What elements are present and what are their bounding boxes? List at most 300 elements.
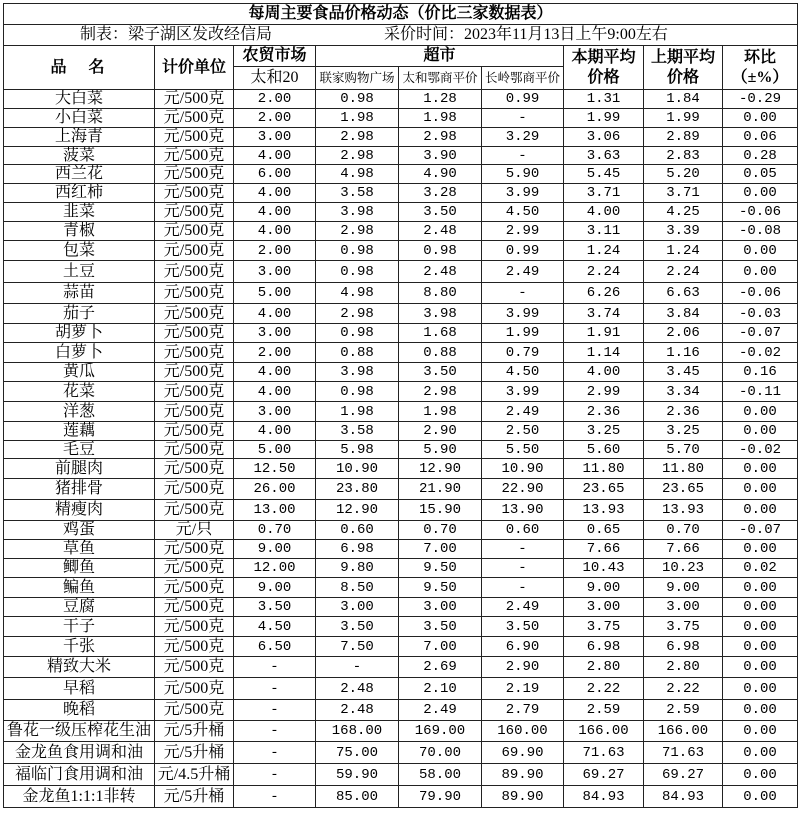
cell-changling-eshang: 2.99 (482, 222, 564, 241)
cell-taihe-eshang: 2.49 (399, 700, 482, 721)
cell-changling-eshang: 3.29 (482, 128, 564, 147)
cell-unit: 元/500克 (155, 147, 234, 165)
header-taihe20: 太和20 (234, 67, 316, 90)
cell-lianjia: 2.98 (316, 304, 399, 324)
table-row (4, 500, 798, 521)
cell-current-avg: 1.24 (564, 241, 644, 261)
cell-taihe-eshang: 2.48 (399, 261, 482, 283)
cell-change: 0.00 (723, 657, 798, 678)
cell-changling-eshang: 2.90 (482, 657, 564, 678)
price-table (3, 3, 798, 808)
cell-changling-eshang: - (482, 540, 564, 559)
cell-taihe-eshang: 58.00 (399, 764, 482, 786)
cell-taihe20: 4.00 (234, 363, 316, 382)
cell-taihe20: 3.00 (234, 402, 316, 422)
cell-changling-eshang: 2.49 (482, 598, 564, 617)
table-row (4, 578, 798, 598)
cell-change: 0.00 (723, 479, 798, 500)
cell-change: 0.00 (723, 261, 798, 283)
cell-taihe-eshang: 2.98 (399, 128, 482, 147)
cell-taihe-eshang: 15.90 (399, 500, 482, 521)
cell-taihe20: 4.00 (234, 382, 316, 402)
cell-current-avg: 71.63 (564, 742, 644, 764)
cell-taihe-eshang: 3.28 (399, 184, 482, 203)
cell-taihe-eshang: 1.98 (399, 402, 482, 422)
cell-current-avg: 2.22 (564, 678, 644, 700)
cell-item-name: 草鱼 (4, 540, 155, 559)
cell-previous-avg: 2.24 (644, 261, 723, 283)
cell-item-name: 晚稻 (4, 700, 155, 721)
cell-changling-eshang: 10.90 (482, 459, 564, 479)
cell-unit: 元/500克 (155, 109, 234, 128)
cell-unit: 元/500克 (155, 540, 234, 559)
cell-change: -0.07 (723, 324, 798, 343)
cell-current-avg: 5.45 (564, 165, 644, 184)
cell-item-name: 干子 (4, 617, 155, 637)
cell-lianjia: 0.98 (316, 382, 399, 402)
header-row-top (4, 46, 798, 67)
cell-changling-eshang: 5.50 (482, 441, 564, 459)
table-row (4, 165, 798, 184)
cell-lianjia: 6.98 (316, 540, 399, 559)
cell-taihe-eshang: 7.00 (399, 540, 482, 559)
cell-changling-eshang: 0.99 (482, 90, 564, 109)
cell-current-avg: 5.60 (564, 441, 644, 459)
cell-taihe-eshang: 1.28 (399, 90, 482, 109)
cell-taihe20: 2.00 (234, 90, 316, 109)
cell-changling-eshang: 2.49 (482, 261, 564, 283)
cell-lianjia: 59.90 (316, 764, 399, 786)
cell-changling-eshang: 5.90 (482, 165, 564, 184)
cell-change: 0.00 (723, 459, 798, 479)
cell-unit: 元/500克 (155, 343, 234, 363)
cell-taihe20: 3.50 (234, 598, 316, 617)
cell-current-avg: 3.74 (564, 304, 644, 324)
cell-unit: 元/500克 (155, 422, 234, 441)
cell-current-avg: 166.00 (564, 721, 644, 742)
cell-unit: 元/500克 (155, 441, 234, 459)
cell-taihe-eshang: 3.50 (399, 203, 482, 222)
cell-change: 0.00 (723, 109, 798, 128)
table-row (4, 764, 798, 786)
cell-previous-avg: 3.39 (644, 222, 723, 241)
cell-change: -0.06 (723, 203, 798, 222)
cell-item-name: 西红柿 (4, 184, 155, 203)
collection-time: 采价时间：2023年11月13日上午9:00左右 (384, 26, 668, 43)
table-row (4, 382, 798, 402)
cell-lianjia: 23.80 (316, 479, 399, 500)
cell-item-name: 韭菜 (4, 203, 155, 222)
cell-item-name: 金龙鱼食用调和油 (4, 742, 155, 764)
cell-lianjia: 2.48 (316, 678, 399, 700)
cell-taihe-eshang: 2.69 (399, 657, 482, 678)
cell-taihe20: 4.00 (234, 422, 316, 441)
cell-change: 0.00 (723, 721, 798, 742)
cell-unit: 元/只 (155, 521, 234, 540)
header-unit: 计价单位 (155, 46, 234, 90)
cell-previous-avg: 3.84 (644, 304, 723, 324)
cell-lianjia: 7.50 (316, 637, 399, 657)
cell-taihe20: 13.00 (234, 500, 316, 521)
cell-taihe20: 0.70 (234, 521, 316, 540)
cell-item-name: 菠菜 (4, 147, 155, 165)
cell-item-name: 西兰花 (4, 165, 155, 184)
cell-change: 0.05 (723, 165, 798, 184)
cell-change: 0.06 (723, 128, 798, 147)
table-row (4, 422, 798, 441)
cell-taihe-eshang: 3.00 (399, 598, 482, 617)
cell-item-name: 青椒 (4, 222, 155, 241)
maker-label: 制表：梁子湖区发改经信局 (80, 26, 273, 43)
table-row (4, 90, 798, 109)
cell-change: 0.00 (723, 764, 798, 786)
cell-lianjia: 0.98 (316, 324, 399, 343)
cell-taihe-eshang: 2.98 (399, 382, 482, 402)
table-row (4, 147, 798, 165)
cell-taihe20: 26.00 (234, 479, 316, 500)
table-row (4, 521, 798, 540)
cell-change: -0.07 (723, 521, 798, 540)
cell-changling-eshang: 2.79 (482, 700, 564, 721)
cell-changling-eshang: 2.19 (482, 678, 564, 700)
cell-current-avg: 3.71 (564, 184, 644, 203)
cell-current-avg: 6.26 (564, 283, 644, 304)
cell-changling-eshang: 2.49 (482, 402, 564, 422)
table-row (4, 402, 798, 422)
cell-taihe20: 5.00 (234, 283, 316, 304)
cell-current-avg: 69.27 (564, 764, 644, 786)
cell-unit: 元/500克 (155, 363, 234, 382)
cell-taihe20: 6.00 (234, 165, 316, 184)
cell-taihe20: 4.00 (234, 147, 316, 165)
cell-previous-avg: 3.25 (644, 422, 723, 441)
cell-previous-avg: 2.22 (644, 678, 723, 700)
cell-item-name: 黄瓜 (4, 363, 155, 382)
cell-unit: 元/500克 (155, 678, 234, 700)
info-wrap (4, 27, 797, 43)
cell-current-avg: 3.06 (564, 128, 644, 147)
cell-taihe20: - (234, 721, 316, 742)
cell-current-avg: 3.11 (564, 222, 644, 241)
cell-change: -0.02 (723, 441, 798, 459)
cell-change: 0.00 (723, 786, 798, 808)
cell-previous-avg: 1.99 (644, 109, 723, 128)
cell-item-name: 鲁花一级压榨花生油 (4, 721, 155, 742)
cell-current-avg: 13.93 (564, 500, 644, 521)
header-farmers-market: 农贸市场 (234, 46, 316, 67)
cell-item-name: 鸡蛋 (4, 521, 155, 540)
cell-taihe-eshang: 2.10 (399, 678, 482, 700)
cell-taihe-eshang: 21.90 (399, 479, 482, 500)
cell-lianjia: 0.60 (316, 521, 399, 540)
cell-item-name: 包菜 (4, 241, 155, 261)
cell-unit: 元/5升桶 (155, 786, 234, 808)
cell-item-name: 茄子 (4, 304, 155, 324)
cell-changling-eshang: 6.90 (482, 637, 564, 657)
cell-item-name: 上海青 (4, 128, 155, 147)
cell-taihe20: 12.50 (234, 459, 316, 479)
cell-current-avg: 4.00 (564, 203, 644, 222)
cell-previous-avg: 3.71 (644, 184, 723, 203)
table-row (4, 343, 798, 363)
cell-taihe20: 3.00 (234, 324, 316, 343)
table-row (4, 363, 798, 382)
cell-taihe20: 3.00 (234, 261, 316, 283)
cell-current-avg: 11.80 (564, 459, 644, 479)
table-row (4, 184, 798, 203)
cell-taihe20: 2.00 (234, 343, 316, 363)
cell-current-avg: 1.99 (564, 109, 644, 128)
cell-item-name: 金龙鱼1:1:1非转 (4, 786, 155, 808)
cell-changling-eshang: 3.99 (482, 304, 564, 324)
cell-lianjia: 75.00 (316, 742, 399, 764)
cell-taihe-eshang: 2.90 (399, 422, 482, 441)
cell-changling-eshang: 13.90 (482, 500, 564, 521)
cell-item-name: 小白菜 (4, 109, 155, 128)
cell-current-avg: 3.25 (564, 422, 644, 441)
cell-lianjia: 4.98 (316, 283, 399, 304)
cell-previous-avg: 1.16 (644, 343, 723, 363)
cell-taihe-eshang: 3.50 (399, 363, 482, 382)
cell-lianjia: 10.90 (316, 459, 399, 479)
cell-change: -0.06 (723, 283, 798, 304)
cell-lianjia: 1.98 (316, 402, 399, 422)
cell-previous-avg: 5.20 (644, 165, 723, 184)
cell-taihe20: 5.00 (234, 441, 316, 459)
cell-current-avg: 1.31 (564, 90, 644, 109)
cell-change: 0.00 (723, 598, 798, 617)
cell-lianjia: 3.00 (316, 598, 399, 617)
cell-current-avg: 3.63 (564, 147, 644, 165)
cell-previous-avg: 2.83 (644, 147, 723, 165)
cell-current-avg: 3.00 (564, 598, 644, 617)
cell-changling-eshang: 4.50 (482, 203, 564, 222)
cell-item-name: 莲藕 (4, 422, 155, 441)
cell-taihe-eshang: 79.90 (399, 786, 482, 808)
cell-current-avg: 2.99 (564, 382, 644, 402)
cell-unit: 元/500克 (155, 402, 234, 422)
table-row (4, 598, 798, 617)
cell-taihe-eshang: 1.68 (399, 324, 482, 343)
cell-changling-eshang: 3.50 (482, 617, 564, 637)
cell-unit: 元/500克 (155, 128, 234, 147)
cell-changling-eshang: 1.99 (482, 324, 564, 343)
cell-taihe20: 9.00 (234, 578, 316, 598)
cell-taihe20: 4.00 (234, 304, 316, 324)
table-row (4, 109, 798, 128)
cell-current-avg: 2.36 (564, 402, 644, 422)
cell-previous-avg: 2.80 (644, 657, 723, 678)
cell-change: 0.28 (723, 147, 798, 165)
cell-changling-eshang: - (482, 559, 564, 578)
cell-taihe-eshang: 1.98 (399, 109, 482, 128)
table-row (4, 459, 798, 479)
cell-change: -0.29 (723, 90, 798, 109)
table-row (4, 559, 798, 578)
cell-item-name: 福临门食用调和油 (4, 764, 155, 786)
cell-item-name: 鳊鱼 (4, 578, 155, 598)
header-lianjia: 联家购物广场 (316, 67, 399, 90)
cell-lianjia: 9.80 (316, 559, 399, 578)
cell-item-name: 花菜 (4, 382, 155, 402)
cell-change: 0.00 (723, 637, 798, 657)
table-row (4, 657, 798, 678)
cell-unit: 元/5升桶 (155, 721, 234, 742)
cell-unit: 元/500克 (155, 261, 234, 283)
cell-item-name: 洋葱 (4, 402, 155, 422)
cell-current-avg: 10.43 (564, 559, 644, 578)
cell-taihe20: 4.00 (234, 222, 316, 241)
cell-previous-avg: 71.63 (644, 742, 723, 764)
cell-changling-eshang: 4.50 (482, 363, 564, 382)
cell-changling-eshang: - (482, 147, 564, 165)
cell-change: 0.00 (723, 241, 798, 261)
table-row (4, 678, 798, 700)
cell-taihe-eshang: 4.90 (399, 165, 482, 184)
cell-unit: 元/500克 (155, 90, 234, 109)
cell-previous-avg: 1.24 (644, 241, 723, 261)
cell-lianjia: 8.50 (316, 578, 399, 598)
cell-previous-avg: 69.27 (644, 764, 723, 786)
cell-unit: 元/500克 (155, 657, 234, 678)
cell-item-name: 白萝卜 (4, 343, 155, 363)
cell-previous-avg: 2.89 (644, 128, 723, 147)
table-row (4, 128, 798, 147)
cell-current-avg: 2.24 (564, 261, 644, 283)
cell-item-name: 精瘦肉 (4, 500, 155, 521)
cell-item-name: 千张 (4, 637, 155, 657)
cell-changling-eshang: - (482, 109, 564, 128)
cell-change: 0.00 (723, 184, 798, 203)
cell-previous-avg: 2.36 (644, 402, 723, 422)
cell-change: 0.00 (723, 540, 798, 559)
cell-change: -0.11 (723, 382, 798, 402)
cell-taihe20: 6.50 (234, 637, 316, 657)
cell-taihe-eshang: 12.90 (399, 459, 482, 479)
cell-previous-avg: 13.93 (644, 500, 723, 521)
cell-change: 0.00 (723, 678, 798, 700)
cell-change: -0.03 (723, 304, 798, 324)
cell-change: 0.02 (723, 559, 798, 578)
header-item-name: 品 名 (4, 46, 155, 90)
cell-item-name: 豆腐 (4, 598, 155, 617)
cell-taihe-eshang: 7.00 (399, 637, 482, 657)
cell-taihe20: - (234, 678, 316, 700)
cell-taihe20: 2.00 (234, 109, 316, 128)
cell-unit: 元/500克 (155, 184, 234, 203)
cell-previous-avg: 1.84 (644, 90, 723, 109)
cell-current-avg: 2.80 (564, 657, 644, 678)
cell-unit: 元/500克 (155, 617, 234, 637)
cell-current-avg: 0.65 (564, 521, 644, 540)
cell-item-name: 早稻 (4, 678, 155, 700)
cell-previous-avg: 6.63 (644, 283, 723, 304)
cell-previous-avg: 3.00 (644, 598, 723, 617)
cell-change: -0.08 (723, 222, 798, 241)
cell-change: 0.00 (723, 617, 798, 637)
cell-lianjia: 0.98 (316, 241, 399, 261)
cell-taihe-eshang: 8.80 (399, 283, 482, 304)
table-row (4, 700, 798, 721)
cell-item-name: 大白菜 (4, 90, 155, 109)
cell-previous-avg: 84.93 (644, 786, 723, 808)
table-row (4, 441, 798, 459)
cell-taihe20: 2.00 (234, 241, 316, 261)
cell-unit: 元/500克 (155, 598, 234, 617)
header-previous-avg: 上期平均 价格 (644, 46, 723, 90)
cell-taihe20: 12.00 (234, 559, 316, 578)
cell-lianjia: 1.98 (316, 109, 399, 128)
table-row (4, 261, 798, 283)
cell-changling-eshang: 69.90 (482, 742, 564, 764)
cell-item-name: 前腿肉 (4, 459, 155, 479)
cell-change: 0.00 (723, 742, 798, 764)
cell-current-avg: 84.93 (564, 786, 644, 808)
table-row (4, 304, 798, 324)
cell-previous-avg: 3.75 (644, 617, 723, 637)
cell-changling-eshang: - (482, 578, 564, 598)
cell-taihe-eshang: 0.70 (399, 521, 482, 540)
header-changling-eshang: 长岭鄂商平价 (482, 67, 564, 90)
cell-changling-eshang: - (482, 283, 564, 304)
cell-previous-avg: 166.00 (644, 721, 723, 742)
header-change: 环比 （±%） (723, 46, 798, 90)
cell-changling-eshang: 89.90 (482, 786, 564, 808)
cell-lianjia: 85.00 (316, 786, 399, 808)
table-row (4, 222, 798, 241)
cell-changling-eshang: 160.00 (482, 721, 564, 742)
cell-previous-avg: 10.23 (644, 559, 723, 578)
cell-change: 0.00 (723, 700, 798, 721)
cell-taihe20: - (234, 742, 316, 764)
cell-current-avg: 6.98 (564, 637, 644, 657)
header-current-avg: 本期平均 价格 (564, 46, 644, 90)
cell-unit: 元/500克 (155, 324, 234, 343)
cell-lianjia: 168.00 (316, 721, 399, 742)
cell-previous-avg: 23.65 (644, 479, 723, 500)
cell-current-avg: 9.00 (564, 578, 644, 598)
cell-unit: 元/500克 (155, 203, 234, 222)
cell-taihe-eshang: 9.50 (399, 578, 482, 598)
cell-unit: 元/500克 (155, 700, 234, 721)
cell-item-name: 毛豆 (4, 441, 155, 459)
cell-taihe20: 9.00 (234, 540, 316, 559)
cell-unit: 元/500克 (155, 459, 234, 479)
cell-change: 0.00 (723, 500, 798, 521)
cell-current-avg: 1.91 (564, 324, 644, 343)
cell-unit: 元/500克 (155, 222, 234, 241)
table-row (4, 203, 798, 222)
cell-lianjia: 0.98 (316, 90, 399, 109)
cell-change: 0.00 (723, 422, 798, 441)
cell-taihe-eshang: 2.48 (399, 222, 482, 241)
cell-item-name: 猪排骨 (4, 479, 155, 500)
cell-unit: 元/5升桶 (155, 742, 234, 764)
table-row (4, 637, 798, 657)
cell-lianjia: 0.98 (316, 261, 399, 283)
table-row (4, 742, 798, 764)
cell-lianjia: 3.50 (316, 617, 399, 637)
cell-changling-eshang: 3.99 (482, 184, 564, 203)
table-row (4, 479, 798, 500)
cell-unit: 元/500克 (155, 500, 234, 521)
cell-previous-avg: 11.80 (644, 459, 723, 479)
table-row (4, 721, 798, 742)
cell-taihe-eshang: 3.50 (399, 617, 482, 637)
cell-taihe20: 3.00 (234, 128, 316, 147)
table-row (4, 283, 798, 304)
cell-previous-avg: 3.45 (644, 363, 723, 382)
